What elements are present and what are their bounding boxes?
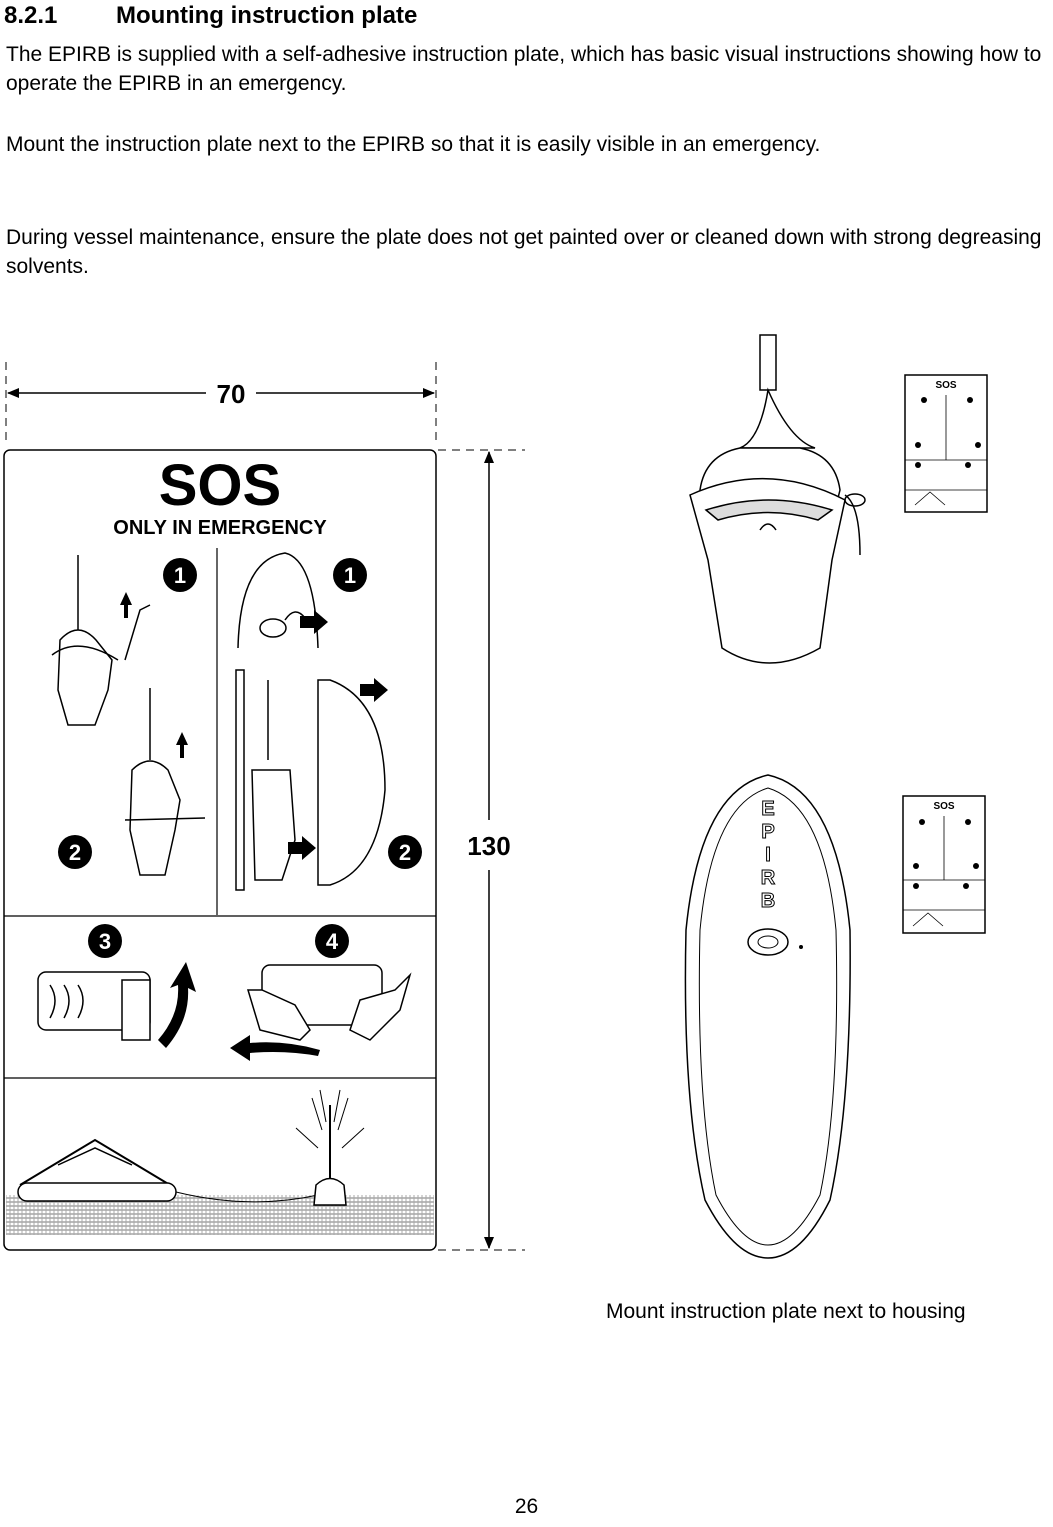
- mini-plate-top: [905, 375, 987, 512]
- svg-text:SOS: SOS: [935, 380, 957, 391]
- paragraph-intro: The EPIRB is supplied with a self-adhesive instruction plate, which has basic visual instructions showing how to operate the EPIRB in an emergency.: [6, 43, 1042, 95]
- housing-letter-r: R: [760, 867, 776, 889]
- section-heading: [4, 2, 417, 30]
- housing-letter-p: P: [761, 821, 775, 843]
- svg-text:1: 1: [173, 563, 187, 588]
- step-badge-2b: [388, 835, 422, 869]
- plate-sos-title: SOS: [158, 453, 282, 518]
- housing-letter-i: I: [765, 844, 771, 866]
- step-badge-1b: [333, 558, 367, 592]
- step-badge-1a: [163, 558, 197, 592]
- paragraph-maintenance: During vessel maintenance, ensure the plate does not get painted over or cleaned down with strong degreasing solvents.: [6, 226, 1042, 278]
- instruction-figure: [0, 330, 1053, 1290]
- svg-text:SOS: SOS: [933, 801, 955, 812]
- page-number: 26: [514, 1495, 539, 1518]
- mini-plate-bottom: [903, 796, 985, 933]
- plate-subtitle: ONLY IN EMERGENCY: [113, 517, 327, 539]
- instruction-plate: [4, 450, 436, 1250]
- figure-caption: Mount instruction plate next to housing: [606, 1300, 966, 1323]
- housing-letter-b: B: [760, 890, 776, 912]
- section-title: Mounting instruction plate: [116, 2, 418, 29]
- svg-text:2: 2: [68, 840, 82, 865]
- svg-text:3: 3: [98, 929, 112, 954]
- epirb-bracket-illustration: [690, 335, 865, 663]
- epirb-housing-illustration: [685, 775, 850, 1258]
- height-dim-label: 130: [467, 831, 511, 861]
- svg-text:2: 2: [398, 840, 412, 865]
- section-number: 8.2.1: [4, 2, 58, 29]
- step-badge-3: [88, 924, 122, 958]
- step-badge-4: [315, 924, 349, 958]
- width-dimension: [6, 362, 436, 440]
- housing-letter-e: E: [761, 798, 775, 820]
- svg-text:1: 1: [343, 563, 357, 588]
- step-badge-2a: [58, 835, 92, 869]
- svg-text:4: 4: [325, 929, 339, 954]
- paragraph-mounting: Mount the instruction plate next to the EPIRB so that it is easily visible in an emergency.: [6, 133, 821, 156]
- width-dim-label: 70: [216, 379, 246, 409]
- height-dimension: [438, 450, 525, 1250]
